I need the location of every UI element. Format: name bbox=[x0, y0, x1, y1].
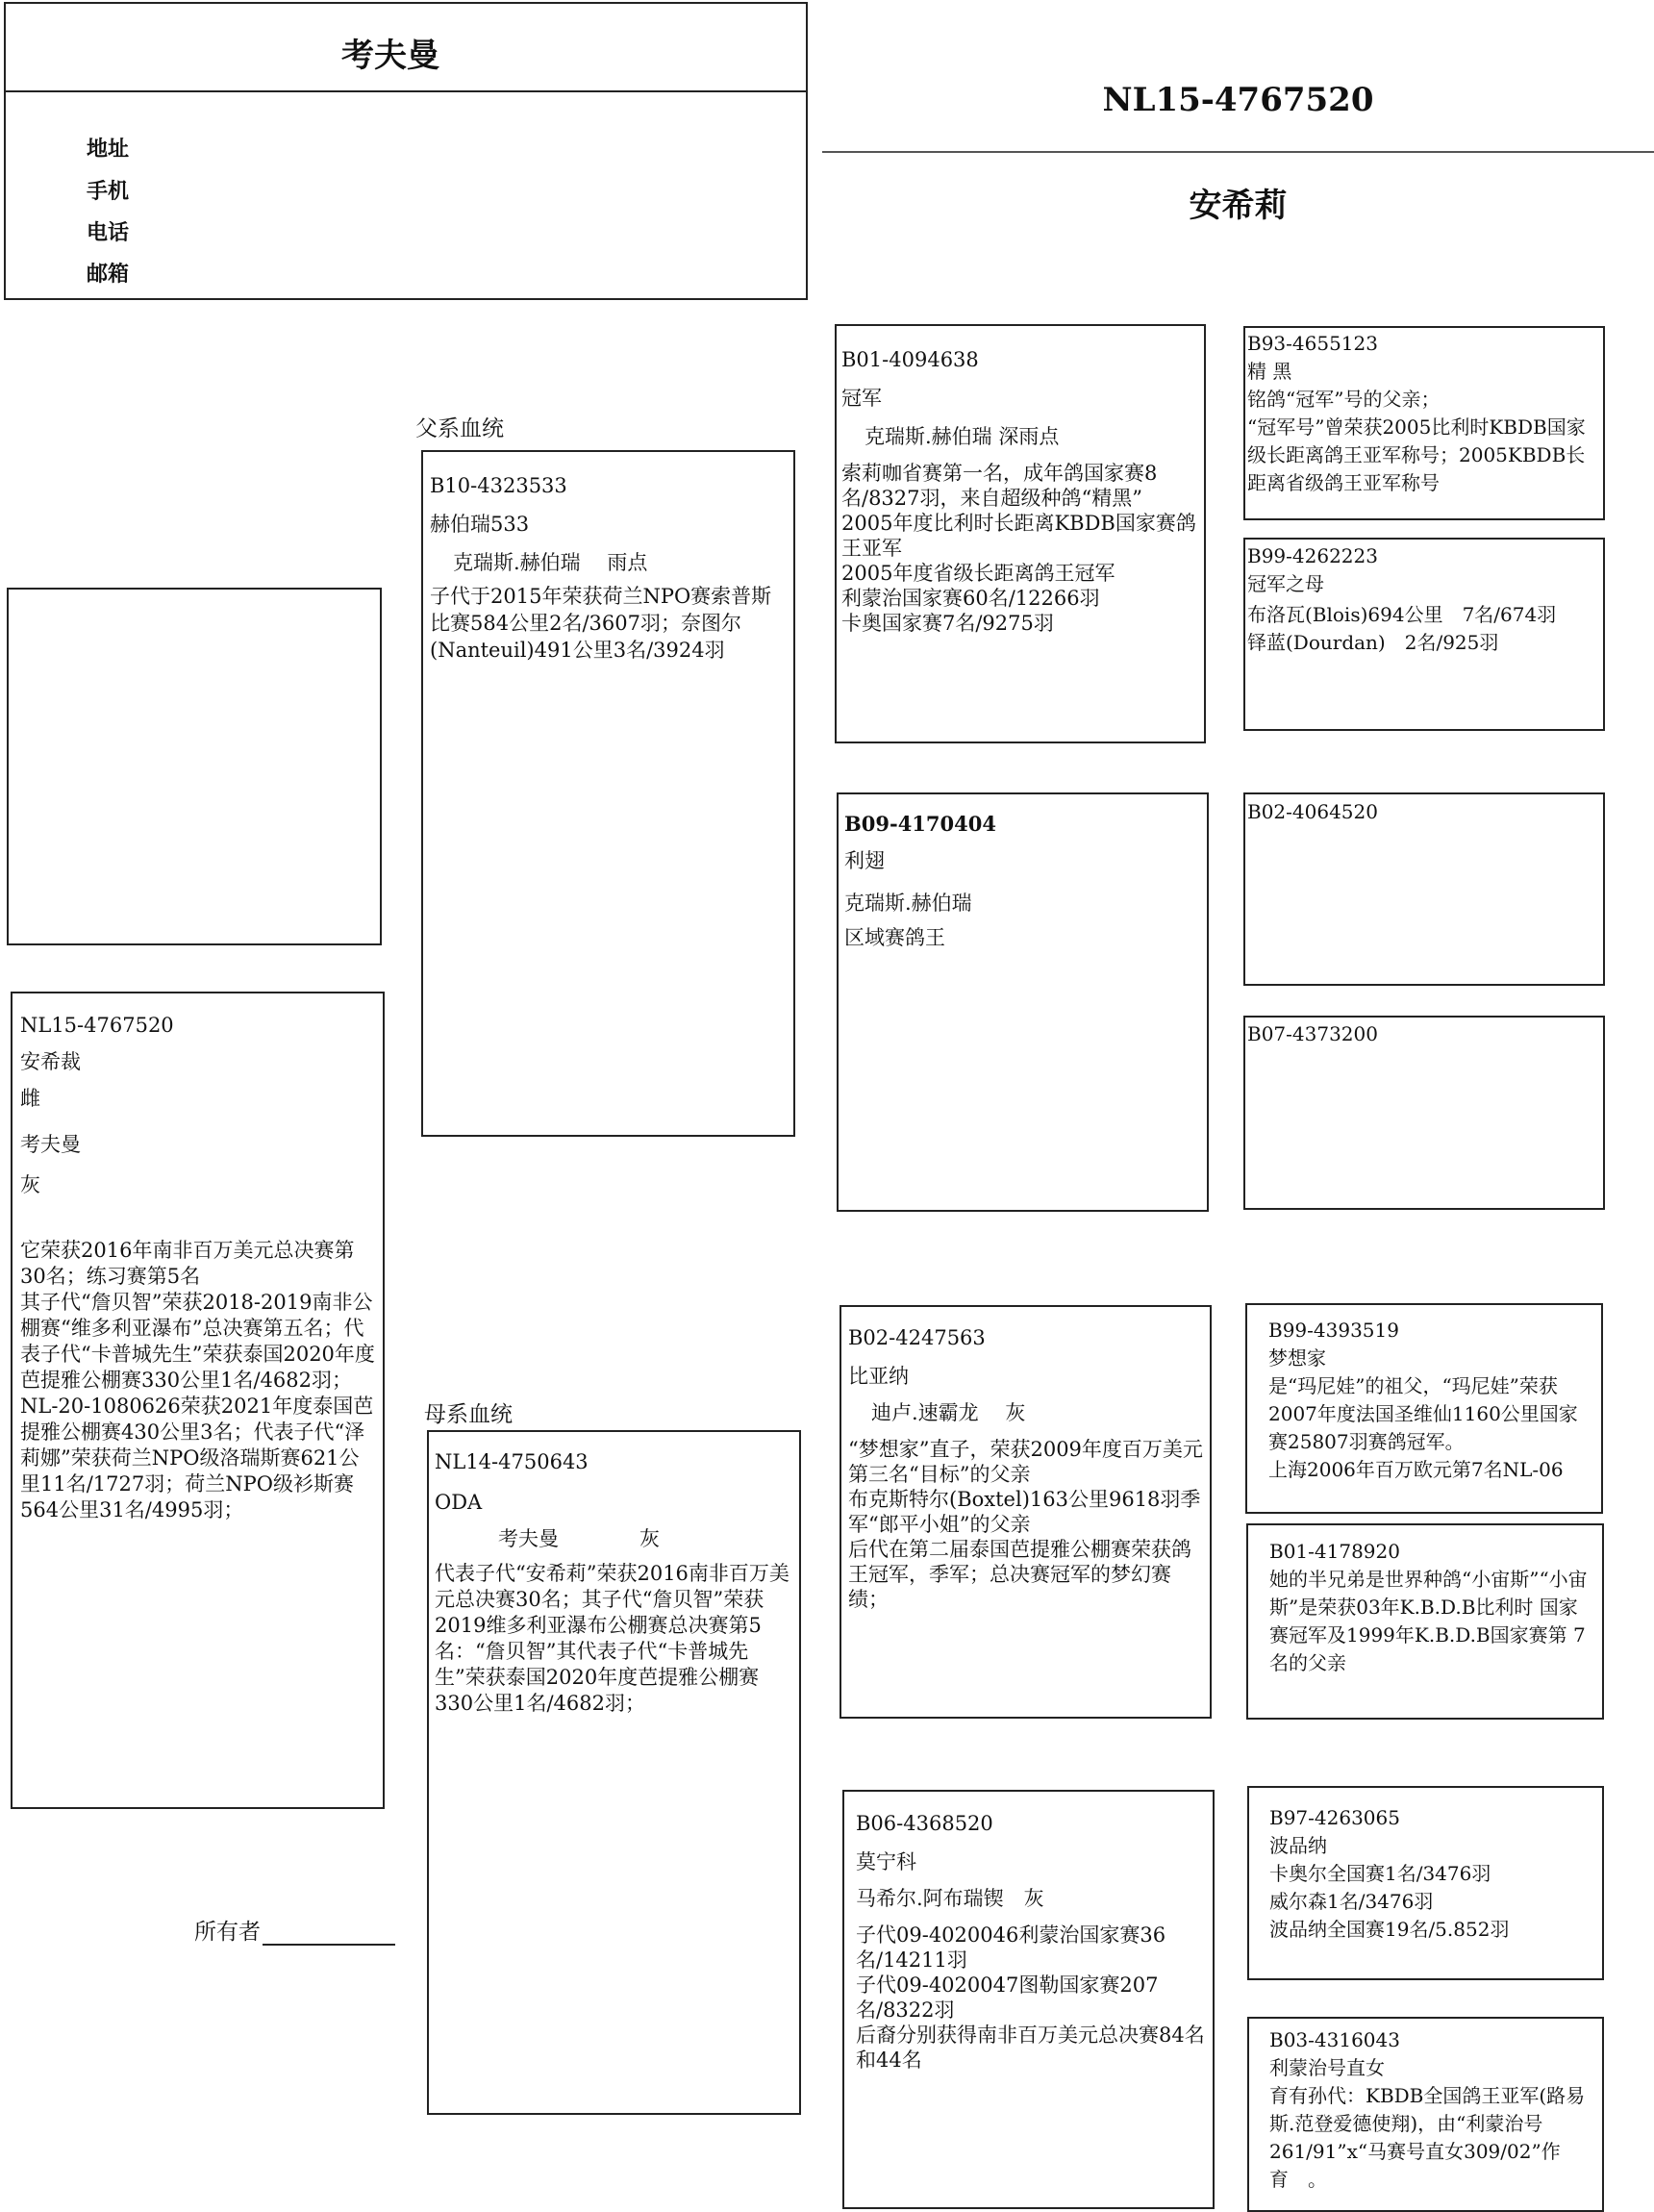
ddd-notes: 育有孙代：KBDB全国鸽王亚军(路易斯.范登爱德使翔)，由“利蒙治号261/91”x“马赛号直女309/02”作育 。 bbox=[1269, 2084, 1586, 2191]
dds-ring: B97-4263065 bbox=[1269, 1806, 1400, 1829]
subject-notes: 它荣获2016年南非百万美元总决赛第30名；练习赛第5名 其子代“詹贝智”荣获2018-2019南非公棚赛“维多利亚瀑布”总决赛第五名；代表子代“卡普城先生”荣获泰国2020年度芭提雅公棚赛330公里1名/4682羽；NL-20-1080626荣获2021年度泰国芭提雅公棚赛430公里3名；代表子代“泽莉娜”荣获荷兰NPO级洛瑞斯赛621公里11名/1727羽；荷兰NPO级衫斯赛564公里31名/4995羽； bbox=[20, 1239, 375, 1521]
sire-dam-ring: B09-4170404 bbox=[844, 812, 996, 836]
subject-box bbox=[11, 992, 385, 1809]
sds-box bbox=[1243, 792, 1605, 986]
ddd-name: 利蒙治号直女 bbox=[1269, 2056, 1385, 2079]
sire-box bbox=[421, 450, 795, 1137]
dam-dam-notes: 子代09-4020046利蒙治国家赛36名/14211羽 子代09-4020047图勒国家赛207名/8322羽 后裔分别获得南非百万美元总决赛84名和44名 bbox=[856, 1923, 1205, 2072]
dam-dam-box bbox=[842, 1790, 1215, 2209]
ssd-box bbox=[1243, 538, 1605, 731]
paternal-label: 父系血统 bbox=[415, 416, 504, 441]
maternal-label: 母系血统 bbox=[424, 1402, 513, 1427]
sire-dam-box bbox=[837, 792, 1209, 1212]
subject-color: 灰 bbox=[20, 1173, 40, 1196]
dam-line: 考夫曼 灰 bbox=[498, 1527, 660, 1550]
sss-box bbox=[1243, 326, 1605, 520]
sire-sire-box bbox=[835, 324, 1206, 743]
dsd-ring: B01-4178920 bbox=[1269, 1540, 1400, 1563]
dam-sire-notes: “梦想家”直子，荣获2009年度百万美元第三名“目标”的父亲 布克斯特尔(Boxtel)163公里9618羽季军“郎平小姐”的父亲 后代在第二届泰国芭提雅公棚赛荣获鸽王冠军，季军；总决赛冠军的梦幻赛绩； bbox=[848, 1438, 1203, 1611]
dam-box bbox=[427, 1430, 801, 2115]
subject-breeder: 考夫曼 bbox=[20, 1133, 81, 1156]
ssd-ring: B99-4262223 bbox=[1247, 544, 1378, 567]
dss-ring: B99-4393519 bbox=[1268, 1319, 1399, 1342]
dam-dam-name: 莫宁科 bbox=[856, 1850, 916, 1873]
field-email: 邮箱 bbox=[87, 262, 130, 287]
subject-sex: 雌 bbox=[20, 1087, 40, 1110]
ssd-notes: 布洛瓦(Blois)694公里 7名/674羽 铎蓝(Dourdan) 2名/925羽 bbox=[1247, 603, 1557, 654]
field-address: 地址 bbox=[87, 137, 130, 162]
owner-signature-label: 所有者 bbox=[194, 1920, 261, 1945]
sire-sire-line: 克瑞斯.赫伯瑞 深雨点 bbox=[865, 425, 1060, 448]
subject-name: 安希裁 bbox=[20, 1050, 81, 1073]
owner-divider bbox=[6, 90, 806, 92]
dds-box bbox=[1247, 1786, 1604, 1980]
sire-name: 赫伯瑞533 bbox=[430, 513, 530, 536]
dam-dam-line: 马希尔.阿布瑞锲 灰 bbox=[856, 1887, 1044, 1910]
sire-sire-ring: B01-4094638 bbox=[841, 348, 979, 371]
sire-line: 克瑞斯.赫伯瑞 雨点 bbox=[453, 551, 648, 574]
header-divider bbox=[822, 151, 1654, 153]
sdd-ring: B07-4373200 bbox=[1247, 1022, 1378, 1045]
sss-name: 精 黑 bbox=[1247, 360, 1292, 383]
sire-sire-name: 冠军 bbox=[841, 387, 882, 410]
dam-sire-name: 比亚纳 bbox=[848, 1365, 909, 1388]
dds-notes: 卡奥尔全国赛1名/3476羽 威尔森1名/3476羽 波品纳全国赛19名/5.852羽 bbox=[1269, 1862, 1510, 1941]
dsd-notes: 她的半兄弟是世界种鸽“小宙斯”“小宙斯”是荣获03年K.B.D.B比利时 国家赛冠军及1999年K.B.D.B国家赛第 7名的父亲 bbox=[1269, 1568, 1588, 1674]
ssd-name: 冠军之母 bbox=[1247, 572, 1324, 595]
header-ring-number: NL15-4767520 bbox=[1102, 81, 1374, 119]
photo-placeholder bbox=[7, 588, 382, 945]
dam-dam-ring: B06-4368520 bbox=[856, 1812, 993, 1835]
dds-name: 波品纳 bbox=[1269, 1834, 1327, 1857]
header-pigeon-name: 安希莉 bbox=[1189, 187, 1288, 225]
sire-dam-line: 克瑞斯.赫伯瑞 bbox=[844, 892, 972, 915]
dss-notes: 是“玛尼娃”的祖父，“玛尼娃”荣获2007年度法国圣维仙1160公里国家赛25807羽赛鸽冠军。 上海2006年百万欧元第7名NL-06 bbox=[1268, 1374, 1578, 1481]
dsd-box bbox=[1246, 1523, 1604, 1720]
sire-ring: B10-4323533 bbox=[430, 474, 567, 497]
dam-ring: NL14-4750643 bbox=[435, 1450, 589, 1473]
sire-sire-notes: 索莉咖省赛第一名，成年鸽国家赛8名/8327羽，来自超级种鸽“精黑” 2005年度比利时长距离KBDB国家赛鸽王亚军 2005年度省级长距离鸽王冠军 利蒙治国家赛60名/12266羽 卡奥国家赛7名/9275羽 bbox=[841, 462, 1196, 635]
sire-dam-notes: 区域赛鸽王 bbox=[844, 926, 945, 949]
owner-signature-line bbox=[263, 1944, 395, 1946]
owner-name: 考夫曼 bbox=[341, 37, 439, 75]
field-mobile: 手机 bbox=[87, 179, 130, 204]
ddd-ring: B03-4316043 bbox=[1269, 2028, 1400, 2051]
owner-contact-box bbox=[4, 2, 808, 300]
sire-dam-name: 利翅 bbox=[844, 849, 885, 872]
dam-sire-ring: B02-4247563 bbox=[848, 1326, 986, 1349]
ddd-box bbox=[1247, 2017, 1604, 2212]
dss-name: 梦想家 bbox=[1268, 1346, 1326, 1370]
dam-sire-box bbox=[840, 1305, 1212, 1719]
sds-ring: B02-4064520 bbox=[1247, 800, 1378, 823]
owner-signature bbox=[194, 1914, 395, 1946]
dss-box bbox=[1245, 1303, 1603, 1514]
subject-ring: NL15-4767520 bbox=[20, 1014, 174, 1037]
sss-notes: 铭鸽“冠军”号的父亲； “冠军号”曾荣获2005比利时KBDB国家级长距离鸽王亚军称号；2005KBDB长距离省级鸽王亚军称号 bbox=[1247, 388, 1586, 494]
field-phone: 电话 bbox=[87, 220, 130, 245]
sire-notes: 子代于2015年荣获荷兰NPO赛索普斯比赛584公里2名/3607羽；奈图尔(Nanteuil)491公里3名/3924羽 bbox=[430, 585, 772, 662]
dam-sire-line: 迪卢.速霸龙 灰 bbox=[871, 1401, 1026, 1424]
sss-ring: B93-4655123 bbox=[1247, 332, 1378, 355]
dam-notes: 代表子代“安希莉”荣获2016南非百万美元总决赛30名；其子代“詹贝智”荣获2019维多利亚瀑布公棚赛总决赛第5名：“詹贝智”其代表子代“卡普城先生”荣获泰国2020年度芭提雅公棚赛330公里1名/4682羽； bbox=[435, 1562, 789, 1715]
dam-name: ODA bbox=[435, 1491, 483, 1514]
sdd-box bbox=[1243, 1016, 1605, 1210]
